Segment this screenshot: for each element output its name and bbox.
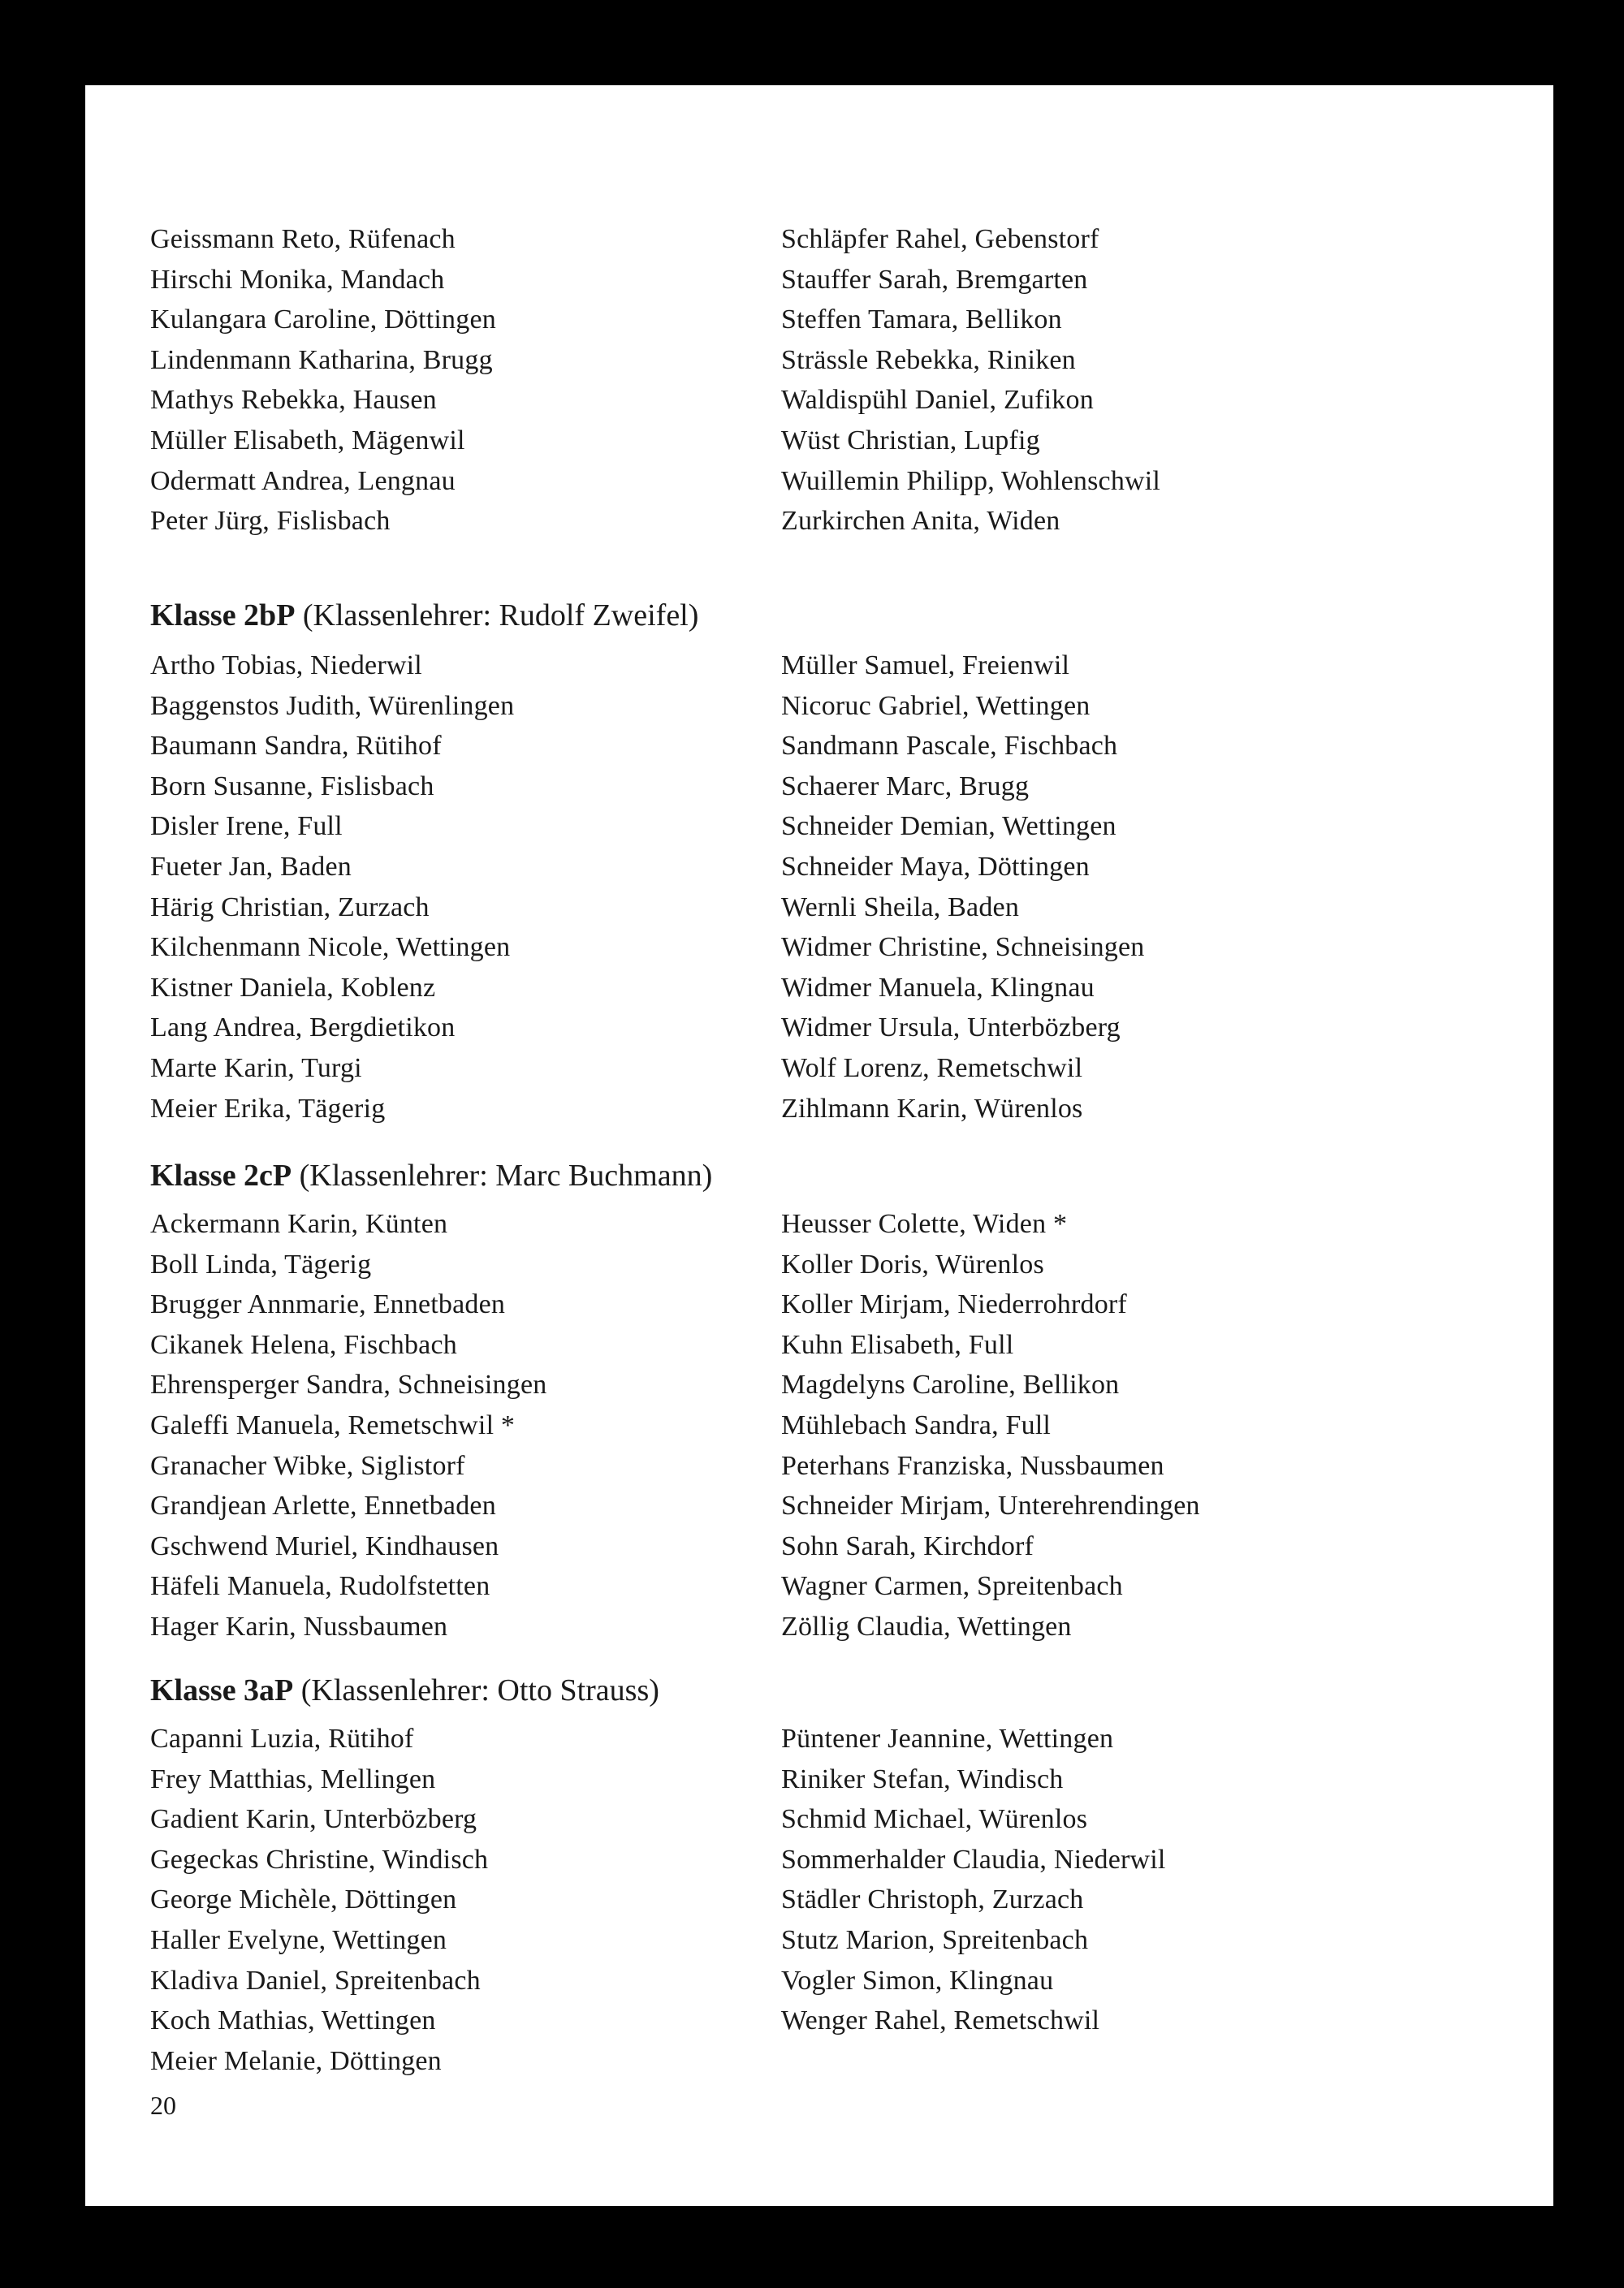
list-item: Widmer Ursula, Unterbözberg — [781, 1012, 1121, 1043]
class-2bp-right-column — [781, 645, 1145, 1129]
list-item: Galeffi Manuela, Remetschwil * — [150, 1409, 516, 1440]
class-label: Klasse 2cP — [150, 1159, 292, 1193]
list-item: Koller Doris, Würenlos — [781, 1249, 1044, 1280]
list-item: Schneider Demian, Wettingen — [781, 811, 1116, 842]
class-heading-3ap — [150, 1670, 659, 1711]
list-item: Lindenmann Katharina, Brugg — [150, 344, 493, 375]
list-item: Odermatt Andrea, Lengnau — [150, 465, 456, 496]
list-item: Zöllig Claudia, Wettingen — [781, 1611, 1072, 1642]
list-item: Koller Mirjam, Niederrohrdorf — [781, 1289, 1127, 1320]
list-item: Müller Elisabeth, Mägenwil — [150, 425, 465, 455]
list-item: Schneider Mirjam, Unterehrendingen — [781, 1491, 1200, 1522]
list-item: Riniker Stefan, Windisch — [781, 1763, 1064, 1794]
list-item: Wenger Rahel, Remetschwil — [781, 2005, 1100, 2036]
document-page — [85, 85, 1553, 2206]
list-item: Wagner Carmen, Spreitenbach — [781, 1571, 1123, 1602]
list-item: Mühlebach Sandra, Full — [781, 1409, 1052, 1440]
list-item: Frey Matthias, Mellingen — [150, 1763, 436, 1794]
list-item: Peter Jürg, Fislisbach — [150, 506, 391, 537]
list-item: Brugger Annmarie, Ennetbaden — [150, 1289, 506, 1320]
list-item: Sandmann Pascale, Fischbach — [781, 731, 1118, 762]
page-number: 20 — [150, 2091, 176, 2120]
list-item: Waldispühl Daniel, Zufikon — [781, 385, 1094, 416]
list-item: Zurkirchen Anita, Widen — [781, 506, 1060, 537]
list-item: Baumann Sandra, Rütihof — [150, 731, 442, 762]
list-item: Sohn Sarah, Kirchdorf — [781, 1530, 1034, 1561]
list-item: Schläpfer Rahel, Gebenstorf — [781, 224, 1099, 254]
top-section-left-column — [150, 219, 496, 542]
list-item: Cikanek Helena, Fischbach — [150, 1329, 457, 1360]
class-2cp-right-column — [781, 1204, 1200, 1647]
list-item: Mathys Rebekka, Hausen — [150, 385, 437, 416]
list-item: Koch Mathias, Wettingen — [150, 2005, 436, 2036]
list-item: Widmer Manuela, Klingnau — [781, 972, 1095, 1003]
class-3ap-left-column — [150, 1719, 488, 2081]
list-item: Gschwend Muriel, Kindhausen — [150, 1530, 499, 1561]
top-section — [85, 219, 1553, 544]
list-item: Baggenstos Judith, Würenlingen — [150, 690, 515, 721]
list-item: Haller Evelyne, Wettingen — [150, 1924, 447, 1955]
list-item: Peterhans Franziska, Nussbaumen — [781, 1450, 1164, 1481]
list-item: Steffen Tamara, Bellikon — [781, 304, 1062, 335]
list-item: Wernli Sheila, Baden — [781, 891, 1020, 922]
list-item: Hager Karin, Nussbaumen — [150, 1611, 448, 1642]
class-label: Klasse 3aP — [150, 1673, 294, 1707]
list-item: Boll Linda, Tägerig — [150, 1249, 372, 1280]
class-label: Klasse 2bP — [150, 598, 296, 632]
list-item: Nicoruc Gabriel, Wettingen — [781, 690, 1091, 721]
list-item: Meier Erika, Tägerig — [150, 1093, 386, 1124]
list-item: Ehrensperger Sandra, Schneisingen — [150, 1370, 547, 1401]
list-item: Born Susanne, Fislisbach — [150, 771, 434, 801]
list-item: Püntener Jeannine, Wettingen — [781, 1724, 1114, 1754]
list-item: Schmid Michael, Würenlos — [781, 1804, 1088, 1835]
class-teacher: (Klassenlehrer: Rudolf Zweifel) — [302, 598, 699, 632]
list-item: Kuhn Elisabeth, Full — [781, 1329, 1014, 1360]
list-item: George Michèle, Döttingen — [150, 1884, 457, 1915]
class-2cp-left-column — [150, 1204, 546, 1647]
list-item: Disler Irene, Full — [150, 811, 343, 842]
list-item: Grandjean Arlette, Ennetbaden — [150, 1491, 496, 1522]
list-item: Ackermann Karin, Künten — [150, 1209, 448, 1239]
list-item: Capanni Luzia, Rütihof — [150, 1724, 414, 1754]
list-item: Sommerhalder Claudia, Niederwil — [781, 1844, 1166, 1875]
list-item: Marte Karin, Turgi — [150, 1052, 362, 1083]
list-item: Lang Andrea, Bergdietikon — [150, 1012, 456, 1043]
list-item: Schaerer Marc, Brugg — [781, 771, 1030, 801]
class-2bp-left-column — [150, 645, 514, 1129]
class-2bp-list — [85, 645, 1553, 1141]
list-item: Wüst Christian, Lupfig — [781, 425, 1040, 455]
list-item: Härig Christian, Zurzach — [150, 891, 430, 922]
list-item: Fueter Jan, Baden — [150, 851, 352, 882]
list-item: Wolf Lorenz, Remetschwil — [781, 1052, 1083, 1083]
list-item: Vogler Simon, Klingnau — [781, 1965, 1054, 1996]
list-item: Hirschi Monika, Mandach — [150, 264, 445, 295]
list-item: Gegeckas Christine, Windisch — [150, 1844, 489, 1875]
list-item: Stutz Marion, Spreitenbach — [781, 1924, 1089, 1955]
list-item: Kladiva Daniel, Spreitenbach — [150, 1965, 481, 1996]
class-3ap-list — [85, 1719, 1553, 2092]
class-teacher: (Klassenlehrer: Otto Strauss) — [300, 1673, 659, 1707]
list-item: Zihlmann Karin, Würenlos — [781, 1093, 1083, 1124]
list-item: Meier Melanie, Döttingen — [150, 2045, 442, 2076]
list-item: Kistner Daniela, Koblenz — [150, 972, 436, 1003]
class-heading-2bp — [150, 595, 698, 636]
class-teacher: (Klassenlehrer: Marc Buchmann) — [299, 1159, 713, 1193]
list-item: Städler Christoph, Zurzach — [781, 1884, 1084, 1915]
list-item: Stauffer Sarah, Bremgarten — [781, 264, 1088, 295]
list-item: Granacher Wibke, Siglistorf — [150, 1450, 465, 1481]
list-item: Gadient Karin, Unterbözberg — [150, 1804, 477, 1835]
top-section-right-column — [781, 219, 1160, 542]
list-item: Müller Samuel, Freienwil — [781, 650, 1070, 680]
list-item: Häfeli Manuela, Rudolfstetten — [150, 1571, 490, 1602]
list-item: Kulangara Caroline, Döttingen — [150, 304, 496, 335]
list-item: Wuillemin Philipp, Wohlenschwil — [781, 465, 1161, 496]
list-item: Heusser Colette, Widen * — [781, 1209, 1068, 1239]
class-heading-2cp — [150, 1155, 712, 1196]
class-2cp-list — [85, 1204, 1553, 1659]
list-item: Schneider Maya, Döttingen — [781, 851, 1090, 882]
class-3ap-right-column — [781, 1719, 1166, 2041]
list-item: Kilchenmann Nicole, Wettingen — [150, 932, 511, 963]
list-item: Magdelyns Caroline, Bellikon — [781, 1370, 1120, 1401]
list-item: Strässle Rebekka, Riniken — [781, 344, 1076, 375]
list-item: Artho Tobias, Niederwil — [150, 650, 422, 680]
list-item: Widmer Christine, Schneisingen — [781, 932, 1145, 963]
list-item: Geissmann Reto, Rüfenach — [150, 224, 456, 254]
